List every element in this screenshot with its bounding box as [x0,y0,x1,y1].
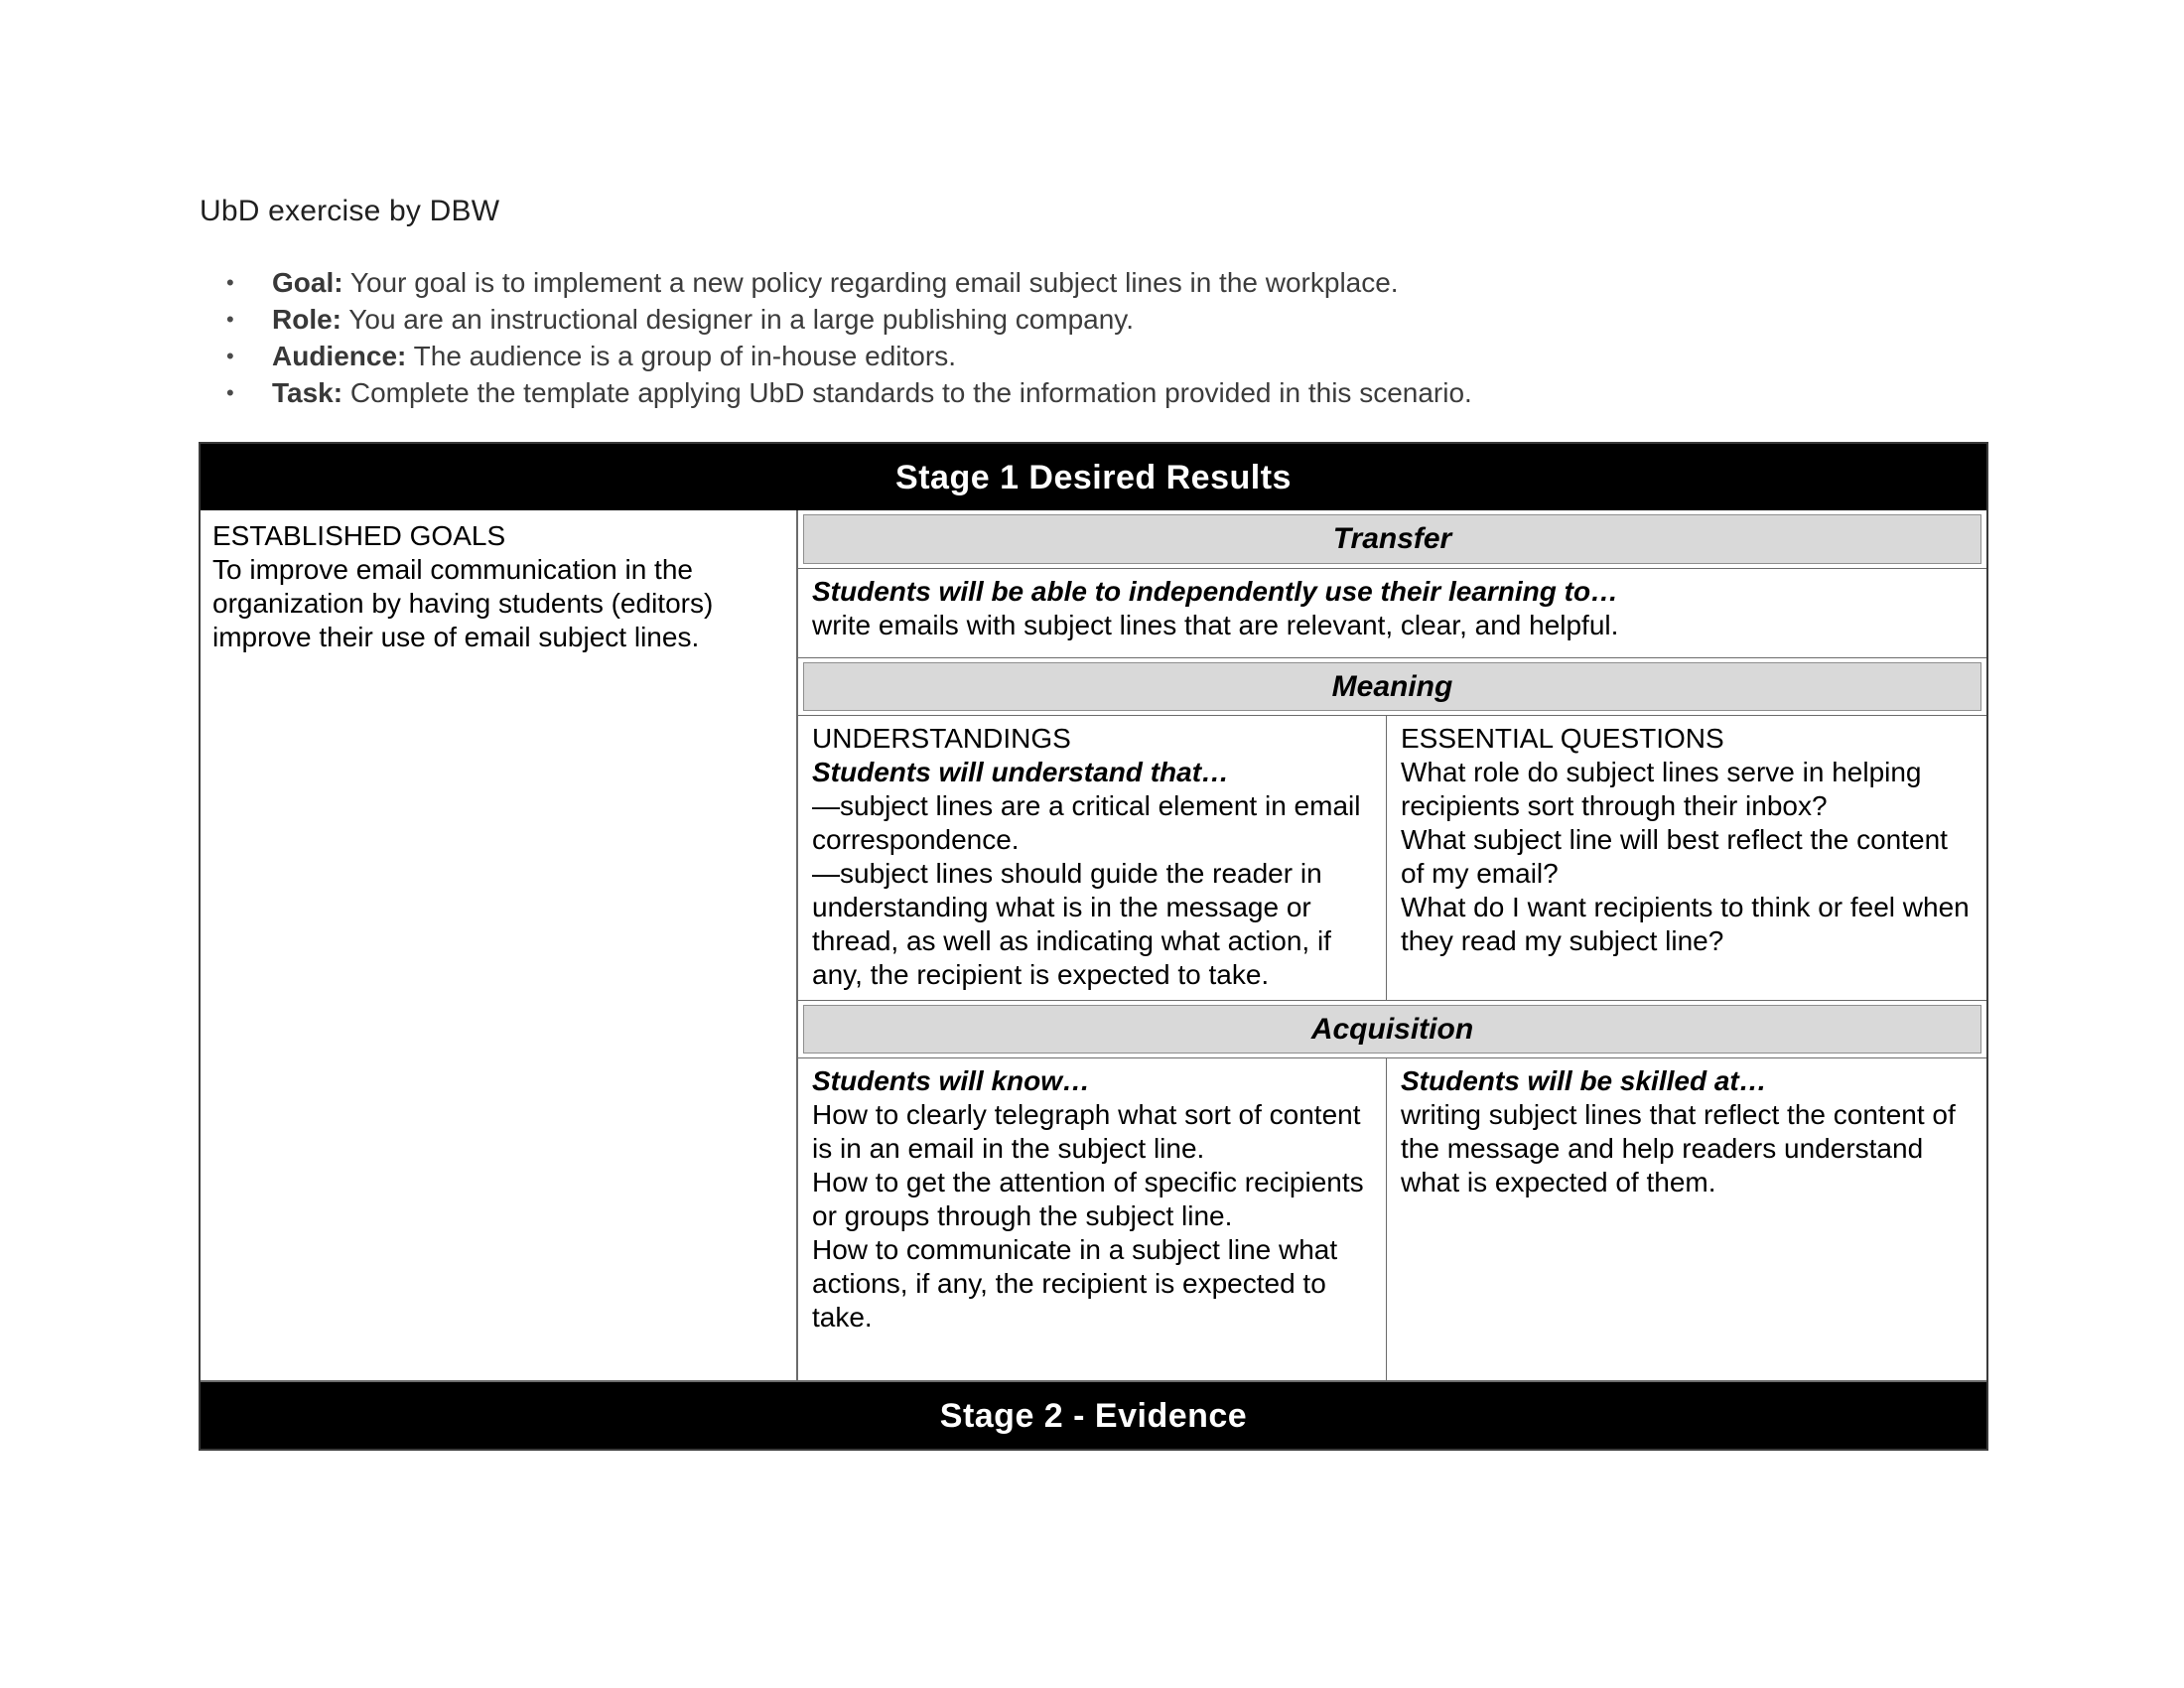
skilled-lead: Students will be skilled at… [1401,1065,1767,1096]
transfer-lead: Students will be able to independently use their learning to… [812,576,1619,607]
essential-questions-heading: ESSENTIAL QUESTIONS [1401,723,1724,754]
essential-question-item: What do I want recipients to think or feel when they read my subject line? [1401,892,1970,956]
ubd-template-table [199,442,1988,1451]
meaning-band-label: Meaning [803,662,1981,711]
scenario-list [199,264,1472,411]
know-item: How to get the attention of specific recipients or groups through the subject line. [812,1167,1364,1231]
transfer-text: write emails with subject lines that are relevant, clear, and helpful. [812,610,1619,640]
stage1-title: Stage 1 Desired Results [895,458,1292,496]
bullet-icon: • [226,380,234,405]
list-item-text [272,338,956,374]
stage2-header-bar [201,1380,1986,1449]
bullet-icon: • [226,270,234,295]
know-item: How to clearly telegraph what sort of content is in an email in the subject line. [812,1099,1361,1164]
established-goals-cell [201,510,798,1380]
understandings-item: —subject lines are a critical element in email correspondence. [812,790,1361,855]
know-item: How to communicate in a subject line what actions, if any, the recipient is expected to take. [812,1234,1338,1333]
essential-question-item: What role do subject lines serve in helping recipients sort through their inbox? [1401,757,1922,821]
meaning-band [798,657,1986,715]
list-item-label: Goal: [272,267,343,298]
list-item-label: Role: [272,304,341,335]
acquisition-row [798,1057,1986,1380]
stage2-title: Stage 2 - Evidence [939,1396,1248,1435]
list-item [199,264,1472,301]
page-title: UbD exercise by DBW [200,195,500,227]
established-goals-text: To improve email communication in the organization by having students (editors) improve their use of email subject lines. [212,554,714,652]
list-item-label: Audience: [272,341,407,371]
understandings-lead: Students will understand that… [812,757,1230,787]
transfer-band [798,510,1986,568]
list-item-body: You are an instructional designer in a large publishing company. [348,304,1135,335]
stage1-body [201,510,1986,1380]
list-item-text [272,374,1472,411]
list-item [199,338,1472,374]
essential-questions-cell [1386,716,1986,1000]
understandings-item: —subject lines should guide the reader in understanding what is in the message or thread, as well as indicating what action, if any, the recipient is expected to take. [812,858,1331,990]
list-item-label: Task: [272,377,343,408]
list-item-text [272,264,1399,301]
list-item-body: Your goal is to implement a new policy regarding email subject lines in the workplace. [349,267,1399,298]
stage1-right-section [798,510,1986,1380]
understandings-cell [798,716,1386,1000]
list-item [199,374,1472,411]
meaning-row [798,715,1986,1000]
stage1-header-bar [201,444,1986,510]
acquisition-band [798,1000,1986,1057]
bullet-icon: • [226,307,234,332]
know-lead: Students will know… [812,1065,1091,1096]
list-item [199,301,1472,338]
students-will-know-cell [798,1058,1386,1380]
list-item-body: Complete the template applying UbD standards to the information provided in this scenario. [349,377,1472,408]
students-will-be-skilled-cell [1386,1058,1986,1380]
acquisition-band-label: Acquisition [803,1005,1981,1054]
essential-question-item: What subject line will best reflect the content of my email? [1401,824,1948,889]
bullet-icon: • [226,344,234,368]
list-item-body: The audience is a group of in-house editors. [413,341,956,371]
transfer-cell [798,568,1986,657]
established-goals-heading: ESTABLISHED GOALS [212,520,506,551]
understandings-heading: UNDERSTANDINGS [812,723,1071,754]
skilled-item: writing subject lines that reflect the content of the message and help readers understand what is expected of them. [1401,1099,1956,1197]
list-item-text [272,301,1134,338]
transfer-band-label: Transfer [803,514,1981,564]
